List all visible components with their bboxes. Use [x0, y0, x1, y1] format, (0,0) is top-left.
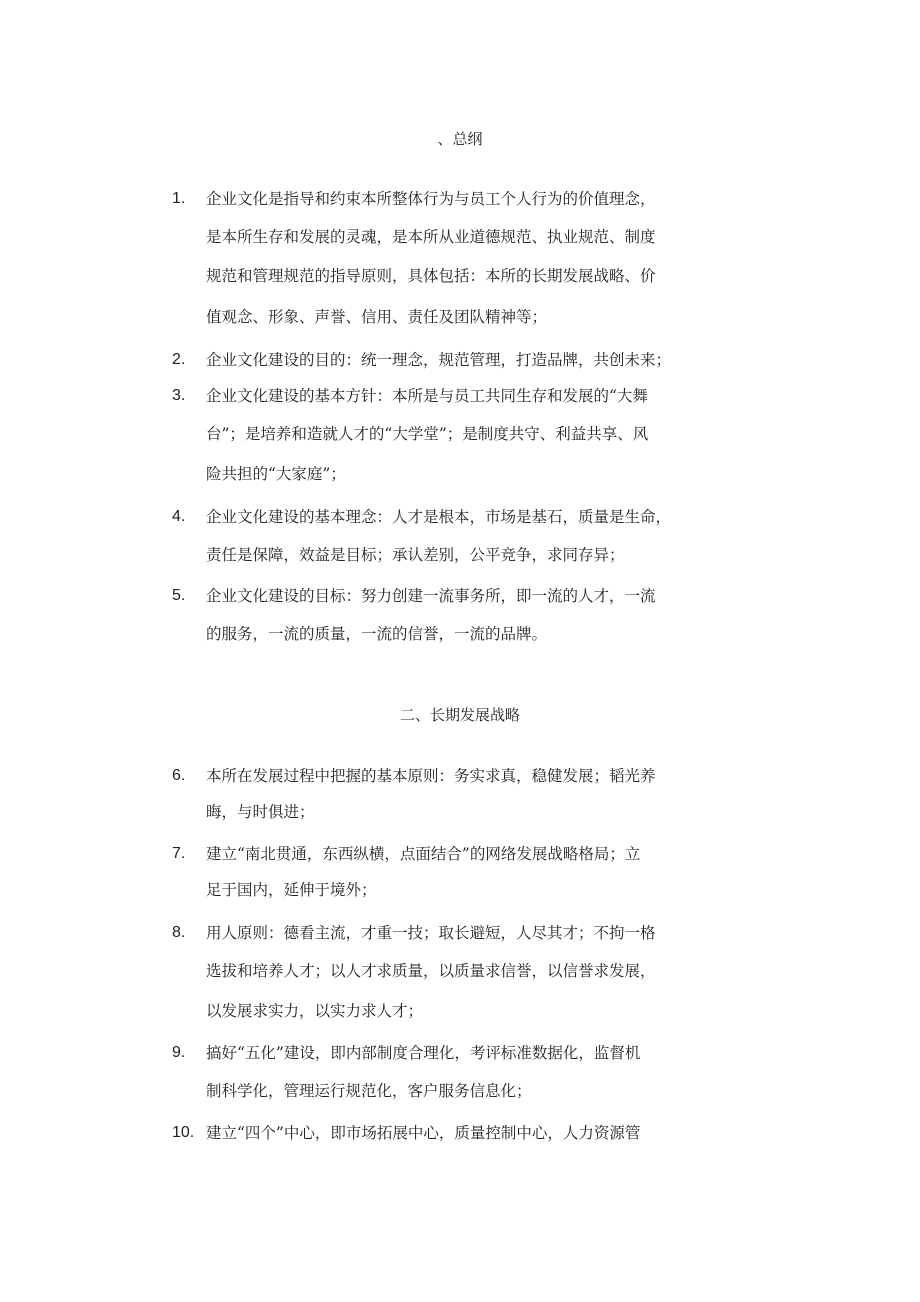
item-number: 2. — [172, 351, 186, 368]
item-text-line: 建立“四个”中心，即市场拓展中心，质量控制中心，人力资源管 — [206, 1124, 641, 1142]
item-text-line: 企业文化建设的目的：统一理念，规范管理，打造品牌，共创未来； — [206, 351, 672, 369]
item-number: 6. — [172, 767, 186, 784]
item-text-line: 险共担的“大家庭”； — [206, 465, 346, 483]
item-text-line: 责任是保障，效益是目标；承认差别，公平竞争，求同存异； — [206, 546, 625, 564]
item-text-line: 的服务，一流的质量，一流的信誉，一流的品牌。 — [206, 625, 548, 643]
section-heading-general: 、总纲 — [437, 130, 483, 148]
item-text-line: 企业文化是指导和约束本所整体行为与员工个人行为的价值理念， — [206, 190, 656, 208]
item-text-line: 用人原则：德看主流，才重一技；取长避短，人尽其才；不拘一格 — [206, 924, 656, 942]
item-text-line: 企业文化建设的基本方针：本所是与员工共同生存和发展的“大舞 — [206, 387, 648, 405]
item-text-line: 台”；是培养和造就人才的“大学堂”；是制度共守、利益共享、风 — [206, 425, 649, 443]
item-number: 1. — [172, 190, 186, 207]
item-number: 5. — [172, 587, 186, 604]
item-text-line: 足于国内，延伸于境外； — [206, 881, 377, 899]
item-text-line: 选拔和培养人才；以人才求质量，以质量求信誉，以信誉求发展， — [206, 962, 656, 980]
item-text-line: 晦，与时俱进； — [206, 803, 315, 821]
item-text-line: 企业文化建设的基本理念：人才是根本，市场是基石，质量是生命， — [206, 508, 672, 526]
item-text-line: 搞好“五化”建设，即内部制度合理化，考评标准数据化，监督机 — [206, 1044, 641, 1062]
item-text-line: 制科学化，管理运行规范化，客户服务信息化； — [206, 1082, 532, 1100]
item-text-line: 建立“南北贯通，东西纵横，点面结合”的网络发展战略格局；立 — [206, 845, 641, 863]
item-number: 8. — [172, 924, 186, 941]
item-number: 10. — [172, 1124, 195, 1141]
item-text-line: 本所在发展过程中把握的基本原则：务实求真，稳健发展；韬光养 — [206, 767, 656, 785]
item-number: 4. — [172, 508, 186, 525]
section-heading-long-term-strategy: 二、长期发展战略 — [399, 706, 520, 724]
item-text-line: 值观念、形象、声誉、信用、责任及团队精神等； — [206, 308, 548, 326]
item-text-line: 规范和管理规范的指导原则，具体包括：本所的长期发展战略、价 — [206, 267, 656, 285]
item-text-line: 以发展求实力，以实力求人才； — [206, 1002, 424, 1020]
item-number: 7. — [172, 845, 186, 862]
item-text-line: 企业文化建设的目标：努力创建一流事务所，即一流的人才，一流 — [206, 587, 656, 605]
item-number: 3. — [172, 387, 186, 404]
item-text-line: 是本所生存和发展的灵魂，是本所从业道德规范、执业规范、制度 — [206, 228, 656, 246]
item-number: 9. — [172, 1044, 186, 1061]
